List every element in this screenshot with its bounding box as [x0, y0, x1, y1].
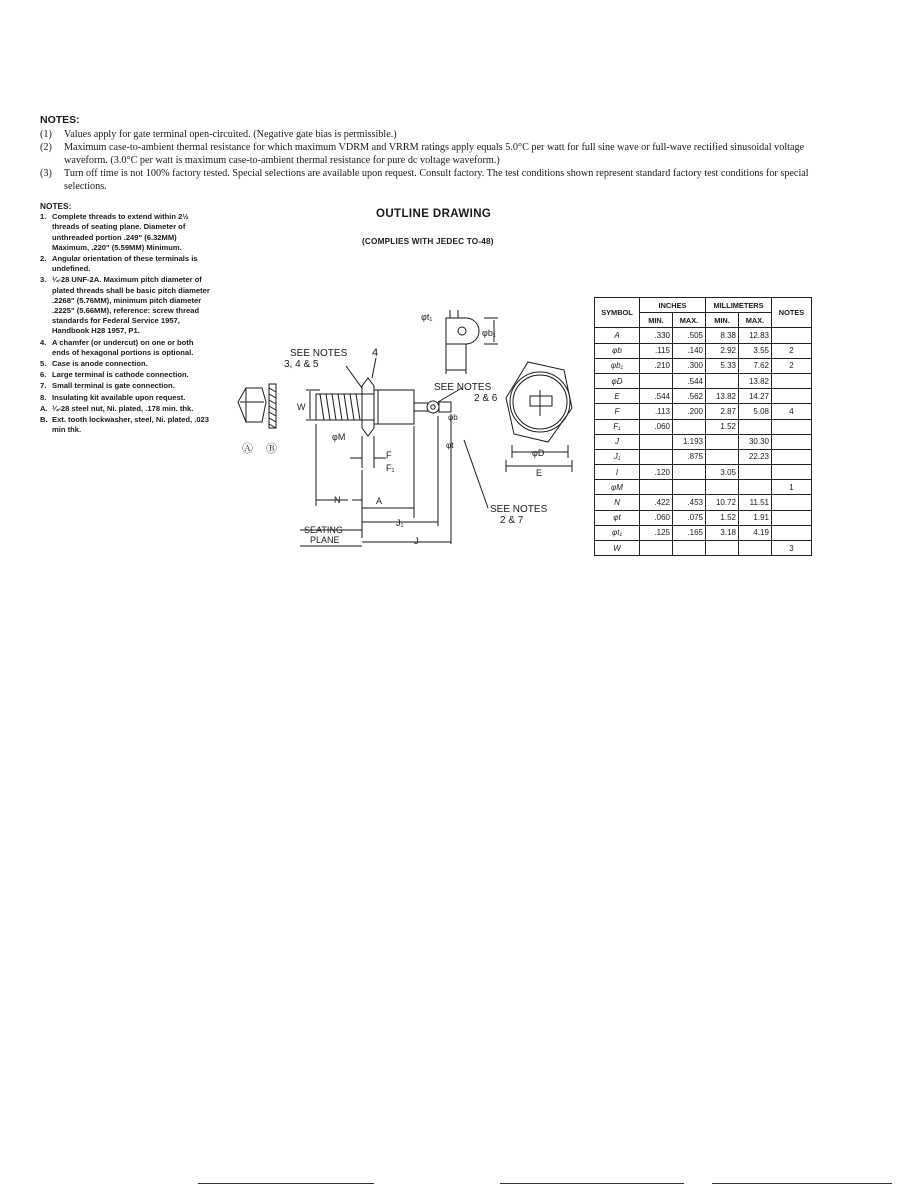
table-row: [595, 419, 812, 434]
cell-symbol: φt: [595, 510, 640, 525]
cell-mm-min: 10.72: [706, 495, 739, 510]
see-notes-26-numbers: 2 & 6: [474, 393, 498, 404]
cell-note: [772, 389, 812, 404]
cell-in-min: .113: [640, 404, 673, 419]
dim-f-label: F: [386, 450, 392, 460]
table-row: [595, 343, 812, 358]
cell-symbol: A: [595, 328, 640, 343]
left-note-text: Insulating kit available upon request.: [52, 392, 186, 402]
see-notes-26-label: SEE NOTES: [434, 382, 492, 393]
left-note-number: 2.: [40, 254, 47, 264]
dimensions-table: [594, 297, 812, 556]
header-mm-min: MIN.: [706, 313, 739, 328]
left-note-item: [40, 415, 212, 435]
top-note-2: [40, 141, 830, 167]
header-mm-max: MAX.: [739, 313, 772, 328]
cell-in-min: .210: [640, 358, 673, 373]
see-notes-3458-label: SEE NOTES: [290, 348, 348, 359]
cell-in-max: .544: [673, 373, 706, 388]
table-header-row: [595, 298, 812, 313]
cell-note: [772, 328, 812, 343]
header-inches: INCHES: [640, 298, 706, 313]
cell-symbol: W: [595, 541, 640, 556]
table-row: [595, 495, 812, 510]
left-note-text: Ext. tooth lockwasher, steel, Ni. plated, .023 min thk.: [52, 415, 209, 435]
phi-m-label: φM: [332, 432, 346, 442]
cell-mm-min: 8.38: [706, 328, 739, 343]
cell-in-min: .330: [640, 328, 673, 343]
left-note-item: [40, 359, 212, 369]
top-note-number: (3): [40, 168, 52, 179]
left-note-number: B.: [40, 415, 48, 425]
left-note-text: Complete threads to extend within 2½ threads of seating plane. Diameter of unthreaded portion .249" (6.32MM) Maximum, .220" (5.59MM) Minimum.: [52, 212, 189, 252]
cell-mm-max: 4.19: [739, 525, 772, 540]
left-note-item: [40, 275, 212, 336]
table-row: [595, 328, 812, 343]
cell-note: [772, 525, 812, 540]
cell-in-max: [673, 419, 706, 434]
terminal-lead: [414, 401, 451, 413]
left-note-item: [40, 212, 212, 253]
table-row: [595, 449, 812, 464]
seating-label: SEATING: [304, 525, 343, 535]
cell-note: [772, 434, 812, 449]
cell-in-max: [673, 541, 706, 556]
phi-b1-label: φb₁: [482, 328, 496, 338]
cell-in-min: .060: [640, 510, 673, 525]
cell-symbol: φt₁: [595, 525, 640, 540]
phi-t-label: φt: [446, 441, 454, 450]
cell-in-max: 1.193: [673, 434, 706, 449]
cell-in-max: .562: [673, 389, 706, 404]
cell-note: 2: [772, 358, 812, 373]
left-note-item: [40, 393, 212, 403]
header-notes: NOTES: [772, 298, 812, 328]
cell-in-max: [673, 480, 706, 495]
left-note-number: 7.: [40, 381, 47, 391]
outline-drawing-title: OUTLINE DRAWING: [376, 208, 492, 220]
top-note-number: (2): [40, 142, 52, 153]
header-symbol: SYMBOL: [595, 298, 640, 328]
cell-in-min: [640, 434, 673, 449]
cell-in-max: .140: [673, 343, 706, 358]
cell-note: 2: [772, 343, 812, 358]
cell-symbol: φM: [595, 480, 640, 495]
top-note-text: Turn off time is not 100% factory tested. Special selections are available upon request. Consult factory. The test conditions shown represent standard factory test conditions for special selections.: [64, 168, 809, 192]
left-note-number: 5.: [40, 359, 47, 369]
table-row: [595, 465, 812, 480]
cell-note: [772, 465, 812, 480]
cell-note: 1: [772, 480, 812, 495]
cell-in-min: [640, 541, 673, 556]
cell-mm-max: 11.51: [739, 495, 772, 510]
left-note-number: 4.: [40, 337, 47, 347]
cell-symbol: φb: [595, 343, 640, 358]
left-note-text: Small terminal is gate connection.: [52, 381, 175, 391]
cell-symbol: E: [595, 389, 640, 404]
cell-note: 4: [772, 404, 812, 419]
cell-mm-min: 1.52: [706, 510, 739, 525]
cell-note: [772, 495, 812, 510]
table-row: [595, 389, 812, 404]
table-row: [595, 525, 812, 540]
cell-in-min: [640, 373, 673, 388]
cell-mm-min: 3.18: [706, 525, 739, 540]
cell-in-max: .200: [673, 404, 706, 419]
table-row: [595, 510, 812, 525]
terminal-detail: [446, 310, 498, 374]
threaded-stud: [316, 394, 362, 420]
cell-mm-max: [739, 480, 772, 495]
cell-mm-max: 7.62: [739, 358, 772, 373]
left-note-number: 3.: [40, 275, 47, 285]
cell-in-min: [640, 480, 673, 495]
phi-b-label: φb: [448, 413, 458, 422]
cell-in-min: .060: [640, 419, 673, 434]
cell-mm-min: 1.52: [706, 419, 739, 434]
table-row: [595, 373, 812, 388]
left-note-item: [40, 254, 212, 274]
lockwasher-b: [269, 384, 276, 428]
see-notes-3458-numbers: 3, 4 & 5: [284, 359, 319, 370]
table-row: [595, 480, 812, 495]
dim-a-label: A: [376, 496, 383, 506]
table-row: [595, 434, 812, 449]
cell-in-min: .422: [640, 495, 673, 510]
cell-mm-max: 30.30: [739, 434, 772, 449]
dim-w-label: W: [297, 402, 306, 412]
cell-mm-max: 22.23: [739, 449, 772, 464]
table-row: [595, 358, 812, 373]
cell-symbol: J: [595, 434, 640, 449]
left-note-item: [40, 370, 212, 380]
cell-in-max: .875: [673, 449, 706, 464]
cell-mm-min: 3.05: [706, 465, 739, 480]
cell-symbol: N: [595, 495, 640, 510]
item-b-label: Ⓑ: [266, 443, 277, 455]
cell-mm-max: 14.27: [739, 389, 772, 404]
cell-in-min: .125: [640, 525, 673, 540]
top-note-number: (1): [40, 129, 52, 140]
cell-mm-max: [739, 541, 772, 556]
cell-symbol: φb₁: [595, 358, 640, 373]
cell-in-max: .165: [673, 525, 706, 540]
top-note-text: Values apply for gate terminal open-circuited. (Negative gate bias is permissible.): [64, 129, 397, 140]
plane-label: PLANE: [310, 535, 340, 545]
left-notes-section: [40, 201, 212, 436]
cell-in-max: .453: [673, 495, 706, 510]
cell-in-min: [640, 449, 673, 464]
dim-j-label: J: [414, 536, 419, 546]
left-note-text: ¼-28 UNF-2A. Maximum pitch diameter of plated threads shall be basic pitch diameter .2268" (5.76MM), minimum pitch diameter .2225" (5.66MM), reference: screw thread standards for Federal Service 1957, Handbook H28 1957, P1.: [52, 275, 210, 336]
left-note-number: A.: [40, 403, 48, 413]
left-note-item: [40, 381, 212, 391]
table-row: [595, 541, 812, 556]
dim-e-label: E: [536, 468, 543, 478]
footer-rule-middle: [500, 1183, 684, 1184]
nut-a: [238, 388, 266, 422]
cell-note: [772, 510, 812, 525]
left-note-text: Angular orientation of these terminals is undefined.: [52, 254, 198, 274]
left-note-text: Case is anode connection.: [52, 359, 148, 369]
cell-mm-max: [739, 465, 772, 480]
cell-mm-min: [706, 449, 739, 464]
outline-drawing-subtitle: (COMPLIES WITH JEDEC TO-48): [362, 237, 494, 246]
cell-mm-max: 3.55: [739, 343, 772, 358]
cell-symbol: F₁: [595, 419, 640, 434]
top-notes-header: NOTES:: [40, 114, 80, 126]
item-a-label: Ⓐ: [242, 443, 253, 455]
cell-mm-min: 2.92: [706, 343, 739, 358]
dim-j1-label: J₁: [396, 518, 404, 528]
left-note-text: ¼-28 steel nut, Ni. plated, .178 min. thk.: [52, 403, 194, 413]
table-row: [595, 404, 812, 419]
cell-in-min: .115: [640, 343, 673, 358]
cell-symbol: J₁: [595, 449, 640, 464]
cell-in-max: .505: [673, 328, 706, 343]
left-note-number: 1.: [40, 212, 47, 222]
left-note-text: Large terminal is cathode connection.: [52, 370, 189, 380]
left-notes-header: NOTES:: [40, 201, 72, 211]
dim-n-label: N: [334, 495, 341, 505]
left-note-number: 8.: [40, 392, 47, 402]
header-millimeters: MILLIMETERS: [706, 298, 772, 313]
cell-symbol: I: [595, 465, 640, 480]
left-note-item: [40, 338, 212, 358]
cell-in-max: [673, 465, 706, 480]
cell-mm-min: [706, 373, 739, 388]
phi-t1-label: φt₁: [421, 312, 433, 322]
top-note-text: Maximum case-to-ambient thermal resistance for which maximum VDRM and VRRM ratings apply equals 5.0°C per watt for full sine wave or full-wave rectified sinusoidal voltage waveform. (3.0°C per watt is maximum case-to-ambient thermal resistance for pure dc voltage waveform.): [64, 142, 805, 166]
cell-note: [772, 449, 812, 464]
left-note-item: [40, 404, 212, 414]
cell-in-max: .075: [673, 510, 706, 525]
cell-mm-min: 2.87: [706, 404, 739, 419]
cell-symbol: F: [595, 404, 640, 419]
phi-d-label: φD: [532, 448, 545, 458]
see-notes-27-numbers: 2 & 7: [500, 515, 524, 526]
cell-mm-max: 5.08: [739, 404, 772, 419]
left-note-number: 6.: [40, 370, 47, 380]
header-in-max: MAX.: [673, 313, 706, 328]
cell-mm-min: [706, 434, 739, 449]
header-in-min: MIN.: [640, 313, 673, 328]
cell-mm-max: 1.91: [739, 510, 772, 525]
cell-note: 3: [772, 541, 812, 556]
cell-in-max: .300: [673, 358, 706, 373]
note-4-label: 4: [372, 347, 379, 359]
cell-mm-max: 13.82: [739, 373, 772, 388]
cell-mm-max: [739, 419, 772, 434]
outline-drawing: [228, 290, 588, 560]
top-note-3: [40, 167, 830, 193]
top-notes-section: [40, 114, 830, 193]
cell-mm-min: 13.82: [706, 389, 739, 404]
left-note-text: A chamfer (or undercut) on one or both ends of hexagonal portions is optional.: [52, 337, 194, 357]
cell-note: [772, 373, 812, 388]
footer-rule-left: [198, 1183, 374, 1184]
see-notes-27-label: SEE NOTES: [490, 504, 548, 515]
top-note-1: [40, 128, 830, 141]
cell-in-min: .120: [640, 465, 673, 480]
cell-mm-min: [706, 541, 739, 556]
cell-note: [772, 419, 812, 434]
cell-symbol: φD: [595, 373, 640, 388]
cell-mm-max: 12.83: [739, 328, 772, 343]
hex-body: [362, 378, 414, 436]
dim-f1-label: F₁: [386, 463, 395, 473]
footer-rule-right: [712, 1183, 892, 1184]
cell-mm-min: 5.33: [706, 358, 739, 373]
cell-mm-min: [706, 480, 739, 495]
hex-end-view: [506, 362, 572, 442]
cell-in-min: .544: [640, 389, 673, 404]
